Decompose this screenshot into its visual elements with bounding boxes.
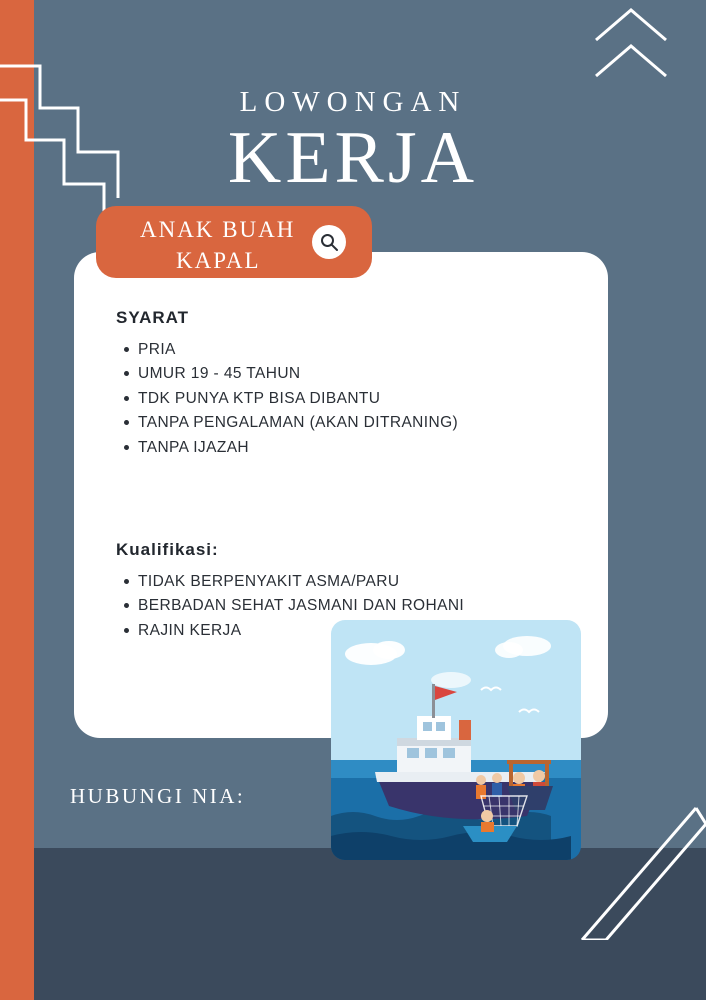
poster-title-line1: LOWONGAN: [239, 86, 467, 118]
section-title-syarat: SYARAT: [116, 308, 190, 327]
list-item: RAJIN KERJA: [138, 619, 464, 643]
list-item: TANPA PENGALAMAN (AKAN DITRANING): [138, 411, 608, 435]
badge-line-2: KAPAL: [176, 248, 261, 274]
list-item: BERBADAN SEHAT JASMANI DAN ROHANI: [138, 594, 464, 618]
requirements-list: [116, 338, 608, 460]
list-item: TIDAK BERPENYAKIT ASMA/PARU: [138, 570, 464, 594]
fishing-boat-illustration: [331, 620, 581, 860]
bottom-left-accent-block: [0, 848, 34, 1000]
badge-line-1: ANAK BUAH: [140, 217, 296, 242]
chevron-decoration: [586, 6, 676, 96]
search-icon: [312, 225, 346, 259]
section-title-kualifikasi: Kualifikasi:: [116, 540, 219, 559]
list-item: PRIA: [138, 338, 608, 362]
contact-label: HUBUNGI NIA:: [70, 784, 246, 808]
diagonal-lines-decoration: [576, 790, 706, 940]
list-item: TDK PUNYA KTP BISA DIBANTU: [138, 387, 608, 411]
poster-title-line2: KERJA: [227, 117, 479, 199]
list-item: UMUR 19 - 45 TAHUN: [138, 362, 608, 386]
job-position-badge: [96, 206, 372, 278]
list-item: TANPA IJAZAH: [138, 436, 608, 460]
